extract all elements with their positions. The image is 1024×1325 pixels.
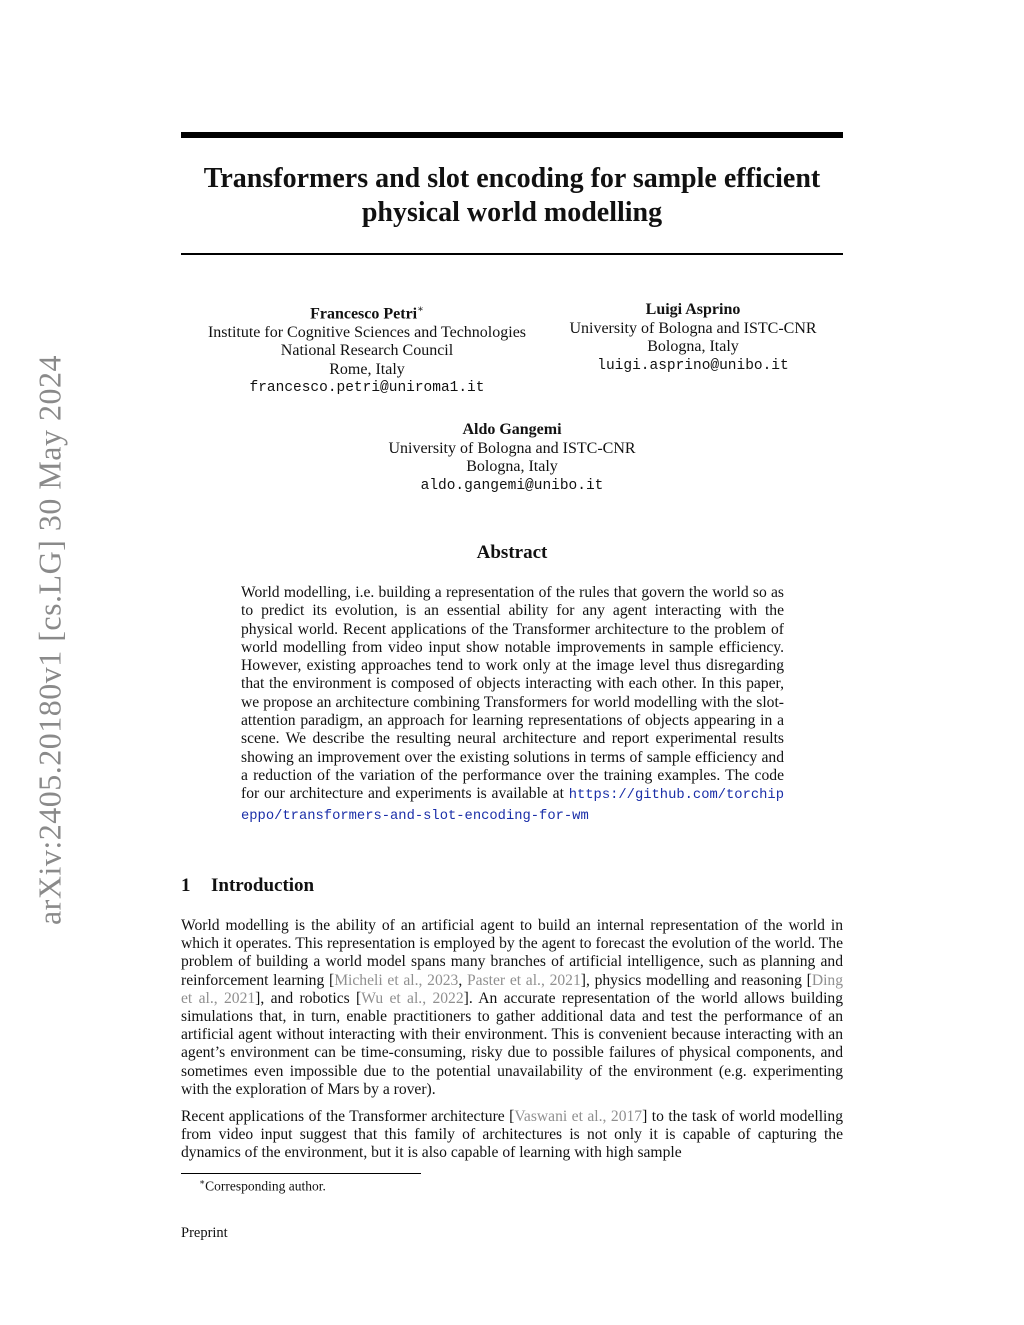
body-text: Recent applications of the Transformer architecture [	[181, 1108, 515, 1125]
author-affiliation: Bologna, Italy	[647, 338, 739, 355]
footnote-text: Corresponding author.	[205, 1178, 326, 1194]
abstract-heading: Abstract	[476, 542, 548, 563]
section-heading-introduction	[181, 875, 843, 897]
author-email: francesco.petri@uniroma1.it	[249, 380, 485, 397]
author-email: luigi.asprino@unibo.it	[597, 357, 789, 374]
citation-link[interactable]: Vaswani et al., 2017	[514, 1108, 643, 1125]
author-block-gangemi	[352, 421, 672, 495]
citation-link[interactable]: Paster et al., 2021	[466, 971, 581, 989]
introduction-paragraph-1	[181, 917, 843, 1099]
footnote-rule	[181, 1173, 421, 1174]
citation-link[interactable]: Micheli et al., 2023	[334, 971, 459, 989]
footnote-marker: ∗	[199, 1177, 206, 1187]
title-top-rule	[181, 132, 843, 138]
body-text: ]. An accurate representation of the world allows building simulations that, in turn, enable practitioners to gather additional data and test the performance of an artificial agent without interacting with their environment. This is convenient because interacting with an agent’s environment can be time-consuming, risky due to possible failures of physical components, and sometimes even impossible due to the potential unavailability of the environment (e.g. experimenting with the exploration of Mars by a rover).	[181, 989, 844, 1098]
paper-title	[181, 162, 843, 230]
title-bottom-rule	[181, 253, 843, 255]
section-number: 1	[181, 875, 191, 896]
body-text: ,	[458, 971, 467, 989]
author-affiliation: National Research Council	[280, 342, 454, 360]
author-block-asprino	[553, 301, 833, 375]
preprint-footer: Preprint	[181, 1225, 228, 1241]
section-title: Introduction	[211, 875, 315, 896]
code-repository-link[interactable]: https://github.com/torchipeppo/transformers-and-slot-encoding-for-wm	[241, 788, 784, 824]
abstract-text: World modelling, i.e. building a representation of the rules that govern the world so as to predict its evolution, is an essential ability for any agent interacting with the physical world. Recent applications of the Transformer architecture to the problem of world modelling from video input show notable improvements in sample efficiency. However, existing approaches tend to work only at the image level thus disregarding that the environment is composed of objects interacting with each other. In this paper, we propose an architecture combining Transformers for world modelling with the slot-attention paradigm, an approach for learning representations of objects appearing in a scene. We describe the resulting neural architecture and report experimental results showing an improvement over the existing solutions in terms of sample efficiency and a reduction of the variation of the performance over the training examples. The code for our architecture and experiments is available at	[241, 584, 784, 803]
author-affiliation: Bologna, Italy	[466, 458, 558, 475]
abstract-body	[241, 584, 784, 826]
author-name: Francesco Petri	[310, 305, 418, 323]
body-text: World modelling is the ability of an artificial agent to build an internal representation of the world in which it operates. This representation is employed by the agent to forecast the evolution of the world. The problem of building a world model spans many branches of artificial intelligence, such as planning and reinforcement learning [	[181, 917, 843, 989]
footnote	[199, 1177, 326, 1195]
body-text: ] to the task of world modelling from video input suggest that this family of architectures is not only it is capable of capturing the dynamics of the environment, but it is also capable of learning with high sample	[181, 1108, 843, 1162]
author-block-petri	[186, 301, 548, 398]
citation-link[interactable]: Ding et al., 2021	[181, 971, 844, 1007]
author-name: Aldo Gangemi	[462, 421, 562, 438]
title-line-2: physical world modelling	[361, 197, 663, 228]
author-name: Luigi Asprino	[645, 301, 741, 318]
author-email: aldo.gangemi@unibo.it	[420, 477, 604, 494]
author-affiliation: University of Bologna and ISTC-CNR	[388, 439, 636, 457]
author-affiliation: Rome, Italy	[329, 360, 405, 378]
introduction-paragraph-2	[181, 1108, 843, 1163]
author-affiliation: Institute for Cognitive Sciences and Technologies	[207, 323, 527, 341]
corresponding-author-marker: ∗	[417, 304, 424, 315]
title-line-1: Transformers and slot encoding for sample efficient	[203, 163, 821, 194]
arxiv-identifier-stamp: arXiv:2405.20180v1 [cs.LG] 30 May 2024	[31, 354, 68, 926]
body-text: ], and robotics [	[255, 989, 362, 1007]
author-affiliation: University of Bologna and ISTC-CNR	[569, 319, 817, 337]
citation-link[interactable]: Wu et al., 2022	[361, 989, 464, 1007]
body-text: ], physics modelling and reasoning [	[580, 971, 812, 989]
